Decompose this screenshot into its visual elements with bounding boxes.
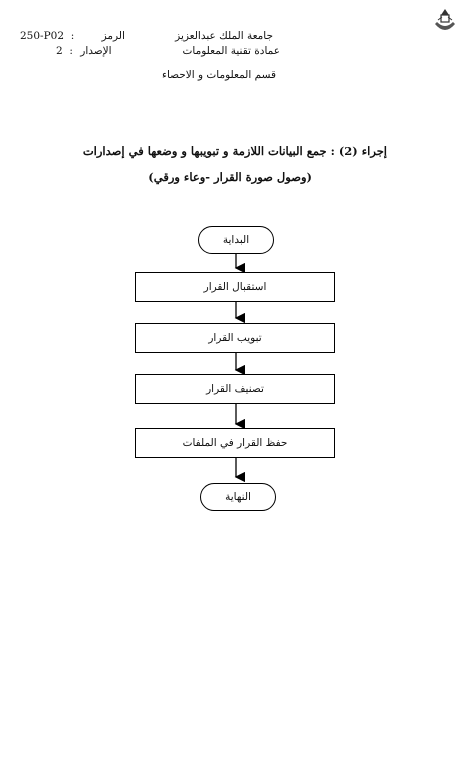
flow-end: النهاية <box>200 483 276 511</box>
version-value: 2 <box>56 45 63 57</box>
department-name: قسم المعلومات و الاحصاء <box>162 69 276 81</box>
flow-step-tabulate: تبويب القرار <box>135 323 335 353</box>
version-label: الإصدار <box>80 45 112 57</box>
university-name: جامعة الملك عبدالعزيز <box>175 30 273 42</box>
code-value: 250-P02 <box>20 30 65 42</box>
deanship-name: عمادة تقنية المعلومات <box>182 45 280 57</box>
version-line: 2 : الإصدار <box>56 45 112 57</box>
procedure-title: إجراء (2) : جمع البيانات اللازمة و تبويبها و وضعها في إصدارات <box>82 144 387 158</box>
code-line: 250-P02 : الرمز <box>20 30 125 42</box>
code-label: الرمز <box>101 30 125 42</box>
procedure-subtitle: (وصول صورة القرار -وعاء ورقي) <box>148 170 312 184</box>
flow-step-receive: استقبال القرار <box>135 272 335 302</box>
flow-start: البداية <box>198 226 274 254</box>
flow-step-classify: تصنيف القرار <box>135 374 335 404</box>
flow-step-file: حفظ القرار في الملفات <box>135 428 335 458</box>
